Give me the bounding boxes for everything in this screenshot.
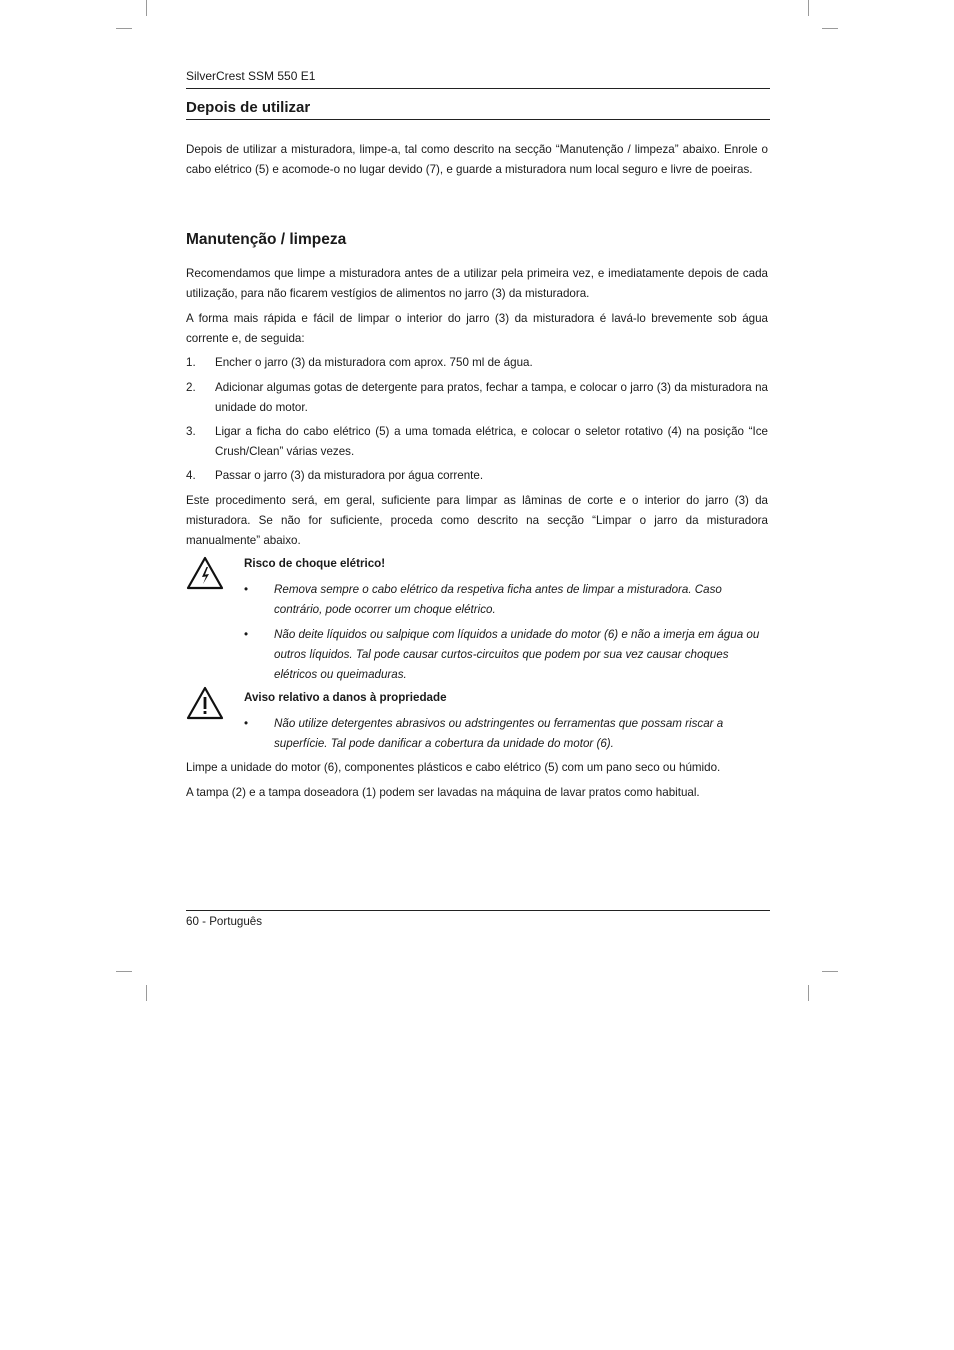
footer-rule: [186, 910, 770, 911]
crop-mark: [146, 0, 147, 16]
list-number: 3.: [186, 425, 196, 438]
list-text: Passar o jarro (3) da misturadora por água corrente.: [215, 469, 484, 482]
bullet-text: Remova sempre o cabo elétrico da respetiva ficha antes de limpar a misturadora. Caso contrário, pode ocorrer um choque elétrico.: [274, 583, 722, 616]
maintenance-intro: Recomendamos que limpe a misturadora antes de a utilizar pela primeira vez, e imediatamente depois de cada utilização, para não ficarem vestígios de alimentos no jarro (3) da misturadora.: [186, 267, 768, 300]
quick-clean-paragraph: A forma mais rápida e fácil de limpar o interior do jarro (3) da misturadora é lavá-lo brevemente sob água corrente e, de seguida:: [186, 312, 768, 345]
list-text: Adicionar algumas gotas de detergente para pratos, fechar a tampa, e colocar o jarro (3) da misturadora na unidade do motor.: [215, 381, 768, 414]
bullet-text: Não utilize detergentes abrasivos ou adstringentes ou ferramentas que possam riscar a superfície. Tal pode danificar a cobertura da unidade do motor (6).: [274, 717, 724, 750]
list-number: 2.: [186, 381, 196, 394]
section-heading-maintenance: Manutenção / limpeza: [186, 231, 347, 248]
warning-title-shock: Risco de choque elétrico!: [244, 557, 386, 570]
after-use-paragraph: Depois de utilizar a misturadora, limpe-a, tal como descrito na secção “Manutenção / limpeza” abaixo. Enrole o cabo elétrico (5) e acomode-o no lugar devido (7), e guarde a misturadora num local seguro e livre de poeiras.: [186, 143, 768, 176]
bullet-dot: •: [244, 628, 249, 641]
crop-mark: [822, 971, 838, 972]
list-number: 1.: [186, 356, 196, 369]
electric-shock-warning-icon: [186, 556, 224, 590]
header-rule: [186, 88, 770, 89]
crop-mark: [808, 985, 809, 1001]
bullet-dot: •: [244, 717, 249, 730]
bullet-dot: •: [244, 583, 249, 596]
list-text: Encher o jarro (3) da misturadora com aprox. 750 ml de água.: [215, 356, 533, 369]
warning-title-property: Aviso relativo a danos à propriedade: [244, 691, 447, 704]
crop-mark: [116, 971, 132, 972]
crop-mark: [808, 0, 809, 16]
crop-mark: [146, 985, 147, 1001]
section-heading-rule: [186, 119, 770, 120]
list-number: 4.: [186, 469, 196, 482]
procedure-note: Este procedimento será, em geral, suficiente para limpar as lâminas de corte e o interior do jarro (3) da misturadora. Se não for suficiente, proceda como descrito na secção “Limpar o jarro da misturadora manualmente” abaixo.: [186, 494, 768, 547]
bullet-text: Não deite líquidos ou salpique com líquidos a unidade do motor (6) e não a imerja em água ou outros líquidos. Tal pode causar curtos-circuitos que podem por sua vez causar choques elétricos ou queimaduras.: [274, 628, 760, 681]
motor-clean-paragraph: Limpe a unidade do motor (6), componentes plásticos e cabo elétrico (5) com um pano seco ou húmido.: [186, 761, 721, 774]
header-title: SilverCrest SSM 550 E1: [186, 69, 316, 83]
list-text: Ligar a ficha do cabo elétrico (5) a uma tomada elétrica, e colocar o seletor rotativo (4) na posição “Ice Crush/Clean” várias vezes.: [215, 425, 768, 458]
crop-mark: [116, 28, 132, 29]
crop-mark: [822, 28, 838, 29]
dishwasher-paragraph: A tampa (2) e a tampa doseadora (1) podem ser lavadas na máquina de lavar pratos como habitual.: [186, 786, 700, 799]
section-heading-after-use: Depois de utilizar: [186, 99, 311, 116]
caution-warning-icon: [186, 686, 224, 720]
page-number: 60 - Português: [186, 915, 263, 928]
